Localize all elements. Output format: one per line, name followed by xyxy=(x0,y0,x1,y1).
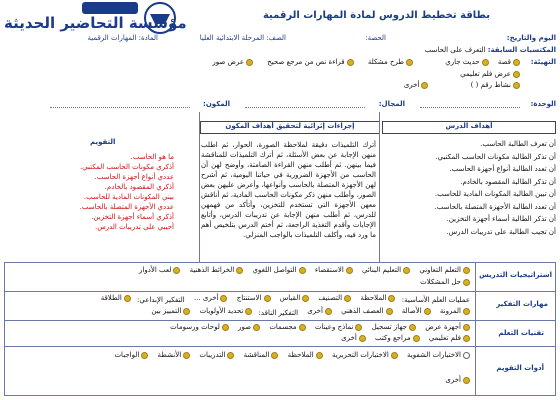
intro-option[interactable]: عرض فلم تعليمي xyxy=(460,70,520,79)
radio-bullet-icon xyxy=(227,352,234,359)
technique-option[interactable]: نماذج وعينات xyxy=(315,323,363,332)
thinking-option[interactable]: التصنيف xyxy=(318,294,351,303)
radio-bullet-icon xyxy=(424,308,431,315)
intro-option[interactable]: طرح مشكلة xyxy=(368,58,413,67)
strategy-option[interactable]: الاستقصاء xyxy=(315,266,353,275)
intro-option[interactable]: نشاط رقم ( ) xyxy=(471,81,520,90)
technique-option[interactable]: مراجع وكتب xyxy=(375,334,420,343)
radio-bullet-icon xyxy=(482,59,489,66)
period-label: الحصة: xyxy=(365,34,386,42)
evaluation-row2 xyxy=(438,376,470,387)
intro-option[interactable]: أخرى xyxy=(404,81,429,90)
techniques-label: تقنيات التعلم xyxy=(498,329,544,337)
strategy-option[interactable]: لعب الأدوار xyxy=(139,266,180,275)
radio-bullet-icon xyxy=(463,279,470,286)
info-row xyxy=(4,34,556,45)
thinking-label: مهارات التفكير xyxy=(496,300,548,308)
radio-bullet-icon xyxy=(271,352,278,359)
list-item: أجيبي على تدريبات الدرس. xyxy=(94,223,174,231)
list-item: ما هو الحاسب. xyxy=(130,153,174,161)
radio-bullet-icon xyxy=(388,295,395,302)
radio-bullet-icon xyxy=(513,82,520,89)
list-item: أن تجيب الطالبة على تدريبات الدرس. xyxy=(446,227,556,236)
radio-bullet-icon xyxy=(124,295,131,302)
radio-bullet-icon xyxy=(355,324,362,331)
technique-option[interactable]: مجسمات xyxy=(269,323,305,332)
thinking-option[interactable]: الأصالة xyxy=(402,307,431,316)
thinking-option[interactable]: القياس xyxy=(280,294,309,303)
technique-option[interactable]: أجهزة عرض xyxy=(425,323,470,332)
thinking-option[interactable]: المرونة xyxy=(440,307,470,316)
evaluation-row1 xyxy=(107,351,470,362)
list-item: عددي أنواع أجهزة الحاسب. xyxy=(94,173,174,181)
intro-options-row1 xyxy=(205,58,520,69)
thinking-option[interactable]: تحديد الأولويات xyxy=(200,307,253,316)
technique-option[interactable]: فلم تعليمي xyxy=(429,334,470,343)
thinking-option[interactable]: العصف الذهني xyxy=(341,307,392,316)
radio-bullet-icon xyxy=(513,59,520,66)
radio-bullet-icon xyxy=(347,59,354,66)
radio-bullet-icon xyxy=(253,324,260,331)
strategy-option[interactable]: التواصل اللغوي xyxy=(253,266,306,275)
list-item: أن تذكر الطالبة أسماء أجهزة التخزين. xyxy=(446,215,556,223)
page-title: بطاقة تخطيط الدروس لمادة المهارات الرقمية xyxy=(262,10,490,21)
radio-bullet-icon xyxy=(344,295,351,302)
radio-bullet-icon xyxy=(421,82,428,89)
radio-bullet-icon xyxy=(173,267,180,274)
prior-knowledge xyxy=(425,46,556,55)
radio-bullet-icon xyxy=(386,308,393,315)
radio-bullet-icon xyxy=(246,59,253,66)
radio-bullet-icon xyxy=(245,308,252,315)
evaluation-option[interactable]: المناقشة xyxy=(244,351,279,360)
radio-bullet-icon xyxy=(236,267,243,274)
technique-option[interactable]: جهاز تسجيل xyxy=(372,323,416,332)
radio-bullet-icon xyxy=(141,352,148,359)
radio-bullet-icon xyxy=(391,352,398,359)
radio-bullet-icon xyxy=(409,324,416,331)
radio-bullet-icon xyxy=(463,267,470,274)
assessment-list xyxy=(14,152,174,232)
evaluation-option[interactable]: التدريبات xyxy=(199,351,234,360)
evaluation-option[interactable]: الواجبات xyxy=(114,351,148,360)
list-item: أن تذكر الطالبة مكونات الحاسب المكتبي. xyxy=(435,152,556,161)
strategies-label: استراتيجيات التدريس xyxy=(479,271,552,279)
thinking-option[interactable]: التمييز بين xyxy=(151,307,190,316)
evaluation-option[interactable]: الاختبارات التحريرية xyxy=(332,351,398,360)
intro-option[interactable]: عرض صور xyxy=(212,58,253,67)
class-label: الصف: المرحلة الابتدائية العليا xyxy=(199,34,286,42)
thinking-option[interactable]: الملاحظة xyxy=(360,294,395,303)
strategies-row1 xyxy=(132,266,470,277)
radio-bullet-icon xyxy=(463,335,470,342)
assessment-header: التقويم xyxy=(90,138,116,146)
radio-bullet-icon xyxy=(222,324,229,331)
techniques-row2 xyxy=(334,334,470,345)
intro-label: التهيئة: xyxy=(530,58,556,66)
list-item: أن تعدد الطالبة أنواع أجهزة الحاسب. xyxy=(449,165,556,173)
radio-bullet-icon xyxy=(325,308,332,315)
radio-bullet-icon xyxy=(463,377,470,384)
radio-bullet-icon xyxy=(299,267,306,274)
thinking-option[interactable]: أخرى xyxy=(307,307,332,316)
intro-option[interactable]: حديث جاري xyxy=(445,58,488,67)
intro-options-row3 xyxy=(397,81,520,92)
radio-bullet-icon xyxy=(346,267,353,274)
radio-bullet-icon xyxy=(403,267,410,274)
radio-bullet-icon xyxy=(299,324,306,331)
strategies-row2 xyxy=(413,278,470,289)
logo-text: مؤسسة التحاضير الحديثة xyxy=(4,14,187,32)
strategy-option[interactable]: التعلم التعاوني xyxy=(419,266,470,275)
radio-bullet-icon xyxy=(183,308,190,315)
radio-bullet-icon xyxy=(463,308,470,315)
thinking-option[interactable]: الطلاقة xyxy=(101,294,131,303)
intro-options-row2 xyxy=(453,70,520,81)
list-item: بيني المكونات المادية للحاسب. xyxy=(83,193,174,201)
evaluation-label: أدوات التقويم xyxy=(496,364,544,372)
prior-label: المكتسبات السابقة: xyxy=(487,46,556,54)
evaluation-option[interactable]: الأنشطة xyxy=(158,351,191,360)
list-item: أذكري أسماء أجهزة التخزين. xyxy=(91,213,174,221)
thinking-row2: المرونة الأصالة العصف الذهني أخرى التفكير الناقد: تحديد الأولويات التمييز بين xyxy=(144,307,470,318)
prior-value: التعرف على الحاسب xyxy=(424,46,486,54)
radio-bullet-icon xyxy=(220,295,227,302)
list-item: أن تبين الطالبة المكونات المادية للحاسب. xyxy=(434,190,556,198)
list-item: أذكري مكونات الحاسب المكتبي. xyxy=(79,163,174,171)
list-item: عددي الأجهزة المتصلة بالحاسب. xyxy=(79,203,174,211)
domain-label: المجال: xyxy=(378,100,405,108)
radio-empty-icon xyxy=(463,352,470,359)
intro-option[interactable]: قراءة نص من مرجع صحيح xyxy=(267,58,353,67)
radio-bullet-icon xyxy=(413,335,420,342)
radio-bullet-icon xyxy=(463,324,470,331)
unit-label: الوحدة: xyxy=(530,100,556,108)
objectives-header: أهداف الدرس xyxy=(382,121,556,134)
thinking-option[interactable]: الاستنتاج xyxy=(237,294,271,303)
radio-bullet-icon xyxy=(406,59,413,66)
technique-option[interactable]: أخرى xyxy=(341,334,366,343)
technique-option[interactable]: صور xyxy=(238,323,260,332)
procedures-text: أترك التلميذات دقيقة لملاحظة الصورة، الحوار، ثم اطلب منهن الإجابة عن بعض الأسئلة، ثم أترك التلميذات للمناقشة فيما بينهن. ثم أطلب منهن القراءة الصامتة، وأوضح لهن أن الحاسب من الأجهزة الضرورية في حياتنا اليومية، ثم أشرح لهن الأجهزة المتصلة بالحاسب وأنواعها، وأعرض عليهن بعض الصور، وأطلب منهن ذكر مكونات الحاسب المادية، ثم أناقش معهن الأجهزة التي تستخدم للتخزين، وأتأكد من فهمهن للدرس، ثم أطلب منهن الإجابة عن تدريبات الدرس، وأتابع الإجابات وأقدم التغذية الراجعة، ثم أختم الدرس بتلخيص أهم ما ورد فيه، وأكلف التلميذات بالواجب المنزلي. xyxy=(201,141,376,239)
list-item: أن تعدد الطالبة الأجهزة المتصلة بالحاسب. xyxy=(434,202,556,211)
techniques-row1 xyxy=(163,323,470,334)
strategy-option[interactable]: الخرائط الذهنية xyxy=(190,266,244,275)
list-item: أن تعرف الطالبة الحاسب. xyxy=(480,140,556,148)
evaluation-option[interactable]: أخرى xyxy=(445,376,470,385)
radio-bullet-icon xyxy=(513,71,520,78)
list-item: أذكري المقصود بالخادم. xyxy=(104,183,174,191)
strategy-option[interactable]: حل المشكلات xyxy=(420,278,470,287)
radio-bullet-icon xyxy=(264,295,271,302)
evaluation-option[interactable]: الملاحظة xyxy=(288,351,323,360)
procedures-header: إجراءات إثرائية لتحقيق أهداف المكون xyxy=(200,121,380,134)
subject-label: المادة: المهارات الرقمية xyxy=(87,34,158,42)
objectives-list xyxy=(382,138,556,238)
day-date-label: اليوم والتاريخ: xyxy=(506,34,556,42)
technique-option[interactable]: لوحات ورسومات xyxy=(170,323,229,332)
radio-bullet-icon xyxy=(316,352,323,359)
evaluation-option[interactable]: الاختبارات الشفوية xyxy=(407,351,470,360)
strategy-option[interactable]: التعليم البنائي xyxy=(362,266,410,275)
component-label: المكون: xyxy=(203,100,230,108)
thinking-option[interactable]: أخرى ... xyxy=(194,294,228,303)
radio-bullet-icon xyxy=(302,295,309,302)
thinking-row1: عمليات العلم الأساسية: الملاحظة التصنيف القياس الاستنتاج أخرى ... التفكير الإبداعي: الطلاقة xyxy=(100,294,470,304)
intro-option[interactable]: قصة xyxy=(498,58,520,67)
list-item: أن تذكر الطالبة المقصود بالخادم. xyxy=(460,177,556,186)
radio-bullet-icon xyxy=(183,352,190,359)
radio-bullet-icon xyxy=(359,335,366,342)
